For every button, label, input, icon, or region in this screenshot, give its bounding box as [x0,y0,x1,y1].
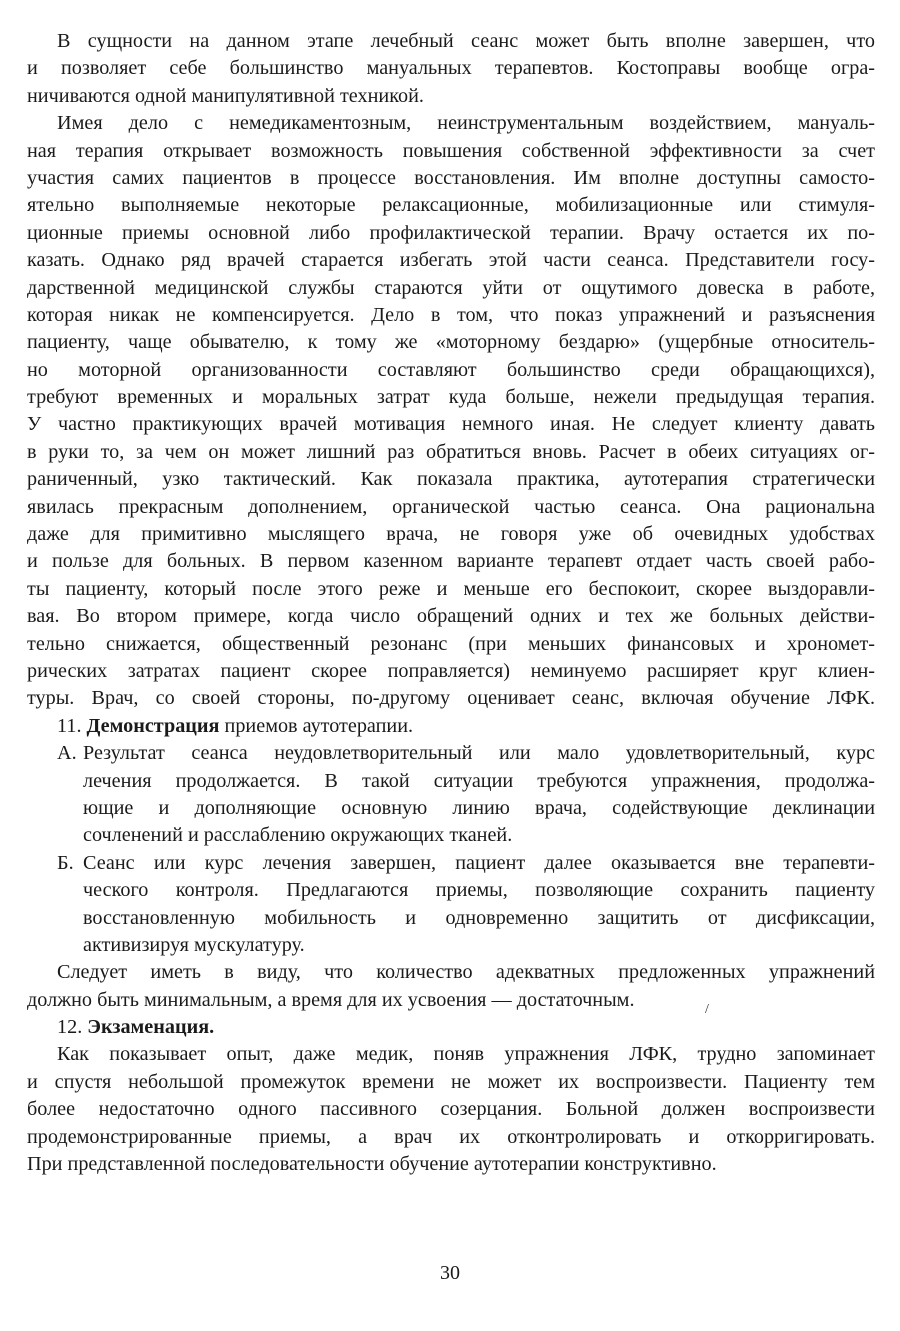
text-line: ющие и дополняющие основную линию врача, содействующие деклинации [83,796,875,819]
text-line: В сущности на данном этапе лечебный сеанс может быть вполне завершен, что [57,30,875,52]
text-line: в руки то, за чем он может лишний раз обратиться вновь. Расчет в обеих ситуациях ог- [27,440,875,463]
text-line: туры. Врач, со своей стороны, по-другому оценивает сеанс, включая обучение ЛФК. [27,687,875,710]
text-line: участия самих пациентов в процессе восстановления. Им вполне доступны самосто- [27,166,875,189]
text-line: ционные приемы основной либо профилактической терапии. Врачу остается их по- [27,221,875,244]
text-line: Следует иметь в виду, что количество адекватных предложенных упражнений [57,961,875,984]
text-line: Имея дело с немедикаментозным, неинструментальным воздействием, мануаль- [57,112,875,135]
paragraph-1 [27,28,875,110]
text-line: вая. Во втором примере, когда число обращений одних и тех же больных действи- [27,605,875,628]
text-line: продемонстрированные приемы, а врач их отконтролировать и откорригировать. [27,1125,875,1148]
text-line: даже для примитивно мыслящего врача, не говоря уже об очевидных удобствах [27,523,875,546]
text-line: При представленной последовательности обучение аутотерапии конструктивно. [27,1153,717,1176]
text-line: рических затратах пациент скорее поправляется) неминуемо расширяет круг клиен- [27,659,875,682]
list-item-a [27,740,875,850]
text-line: требуют временных и моральных затрат куда больше, нежели предыдущая терапия. [27,386,875,409]
text-line: и пользе для больных. В первом казенном варианте терапевт отдает часть своей рабо- [27,550,875,573]
section-heading-11 [27,713,875,740]
section-title-rest: приемов аутотерапии. [219,714,414,737]
text-line: ческого контроля. Предлагаются приемы, позволяющие сохранить пациенту [83,879,875,902]
text-line: и спустя небольшой промежуток времени не может их воспроизвести. Пациенту тем [27,1070,875,1093]
paragraph-4 [27,1041,875,1178]
text-line: Как показывает опыт, даже медик, поняв упражнения ЛФК, трудно запоминает [57,1043,875,1066]
text-line: ная терапия открывает возможность повышения собственной эффективности за счет [27,139,875,162]
text-line: ничиваются одной манипулятивной техникой. [27,84,424,107]
text-line: восстановленную мобильность и одновременно защитить от дисфиксации, [83,906,875,929]
text-line: и позволяет себе большинство мануальных терапевтов. Костоправы вообще огра- [27,57,875,80]
text-line: пациенту, чаще обывателю, к тому же «моторному бездарю» (ущербные относитель- [27,331,875,354]
text-line: раниченный, узко тактический. Как показала практика, аутотерапия стратегически [27,468,875,491]
text-line: но моторной организованности составляют большинство среди обращающихся), [27,358,875,381]
text-line: сочленений и расслаблению окружающих тканей. [83,824,513,847]
list-item-b [27,850,875,960]
text-line: лечения продолжается. В такой ситуации требуются упражнения, продолжа- [83,769,875,792]
section-title-bold: Экзаменация. [87,1016,215,1039]
text-line: которая никак не компенсируется. Дело в том, что показ упражнений и разъяснения [27,303,875,326]
page-number: 30 [440,1262,460,1284]
section-number: 11. [57,714,82,737]
section-number: 12. [57,1016,83,1039]
text-line: активизируя мускулатуру. [83,933,305,956]
text-line: должно быть минимальным, а время для их усвоения — достаточным. [27,988,635,1011]
section-title-bold: Демонстрация [86,714,220,737]
text-line: Сеанс или курс лечения завершен, пациент далее оказывается вне терапевти- [83,851,875,874]
text-line: казать. Однако ряд врачей старается избегать этой части сеанса. Представители госу- [27,249,875,272]
text-line: явилась прекрасным дополнением, органической частью сеанса. Она рациональна [27,495,875,518]
text-line: ятельно выполняемые некоторые релаксационные, мобилизационные или стимуля- [27,194,875,217]
text-line: тельно снижается, общественный резонанс (при меньших финансовых и хрономет- [27,632,875,655]
text-line: более недостаточно одного пассивного созерцания. Больной должен воспроизвести [27,1098,875,1121]
list-marker: А. [57,742,77,765]
text-line: У частно практикующих врачей мотивация немного иная. Не следует клиенту давать [27,413,875,436]
text-line: дарственной медицинской службы стараются уйти от ощутимого довеска в работе, [27,276,875,299]
text-line: Результат сеанса неудовлетворительный или мало удовлетворительный, курс [83,742,875,765]
paragraph-3 [27,959,875,1014]
scan-artifact-mark: / [705,1002,709,1017]
book-page [27,28,875,1178]
section-heading-12 [27,1014,875,1041]
list-marker: Б. [57,851,74,874]
paragraph-2 [27,110,875,713]
text-line: ты пациенту, который после этого реже и меньше его беспокоит, скорее выздоравли- [27,577,875,600]
